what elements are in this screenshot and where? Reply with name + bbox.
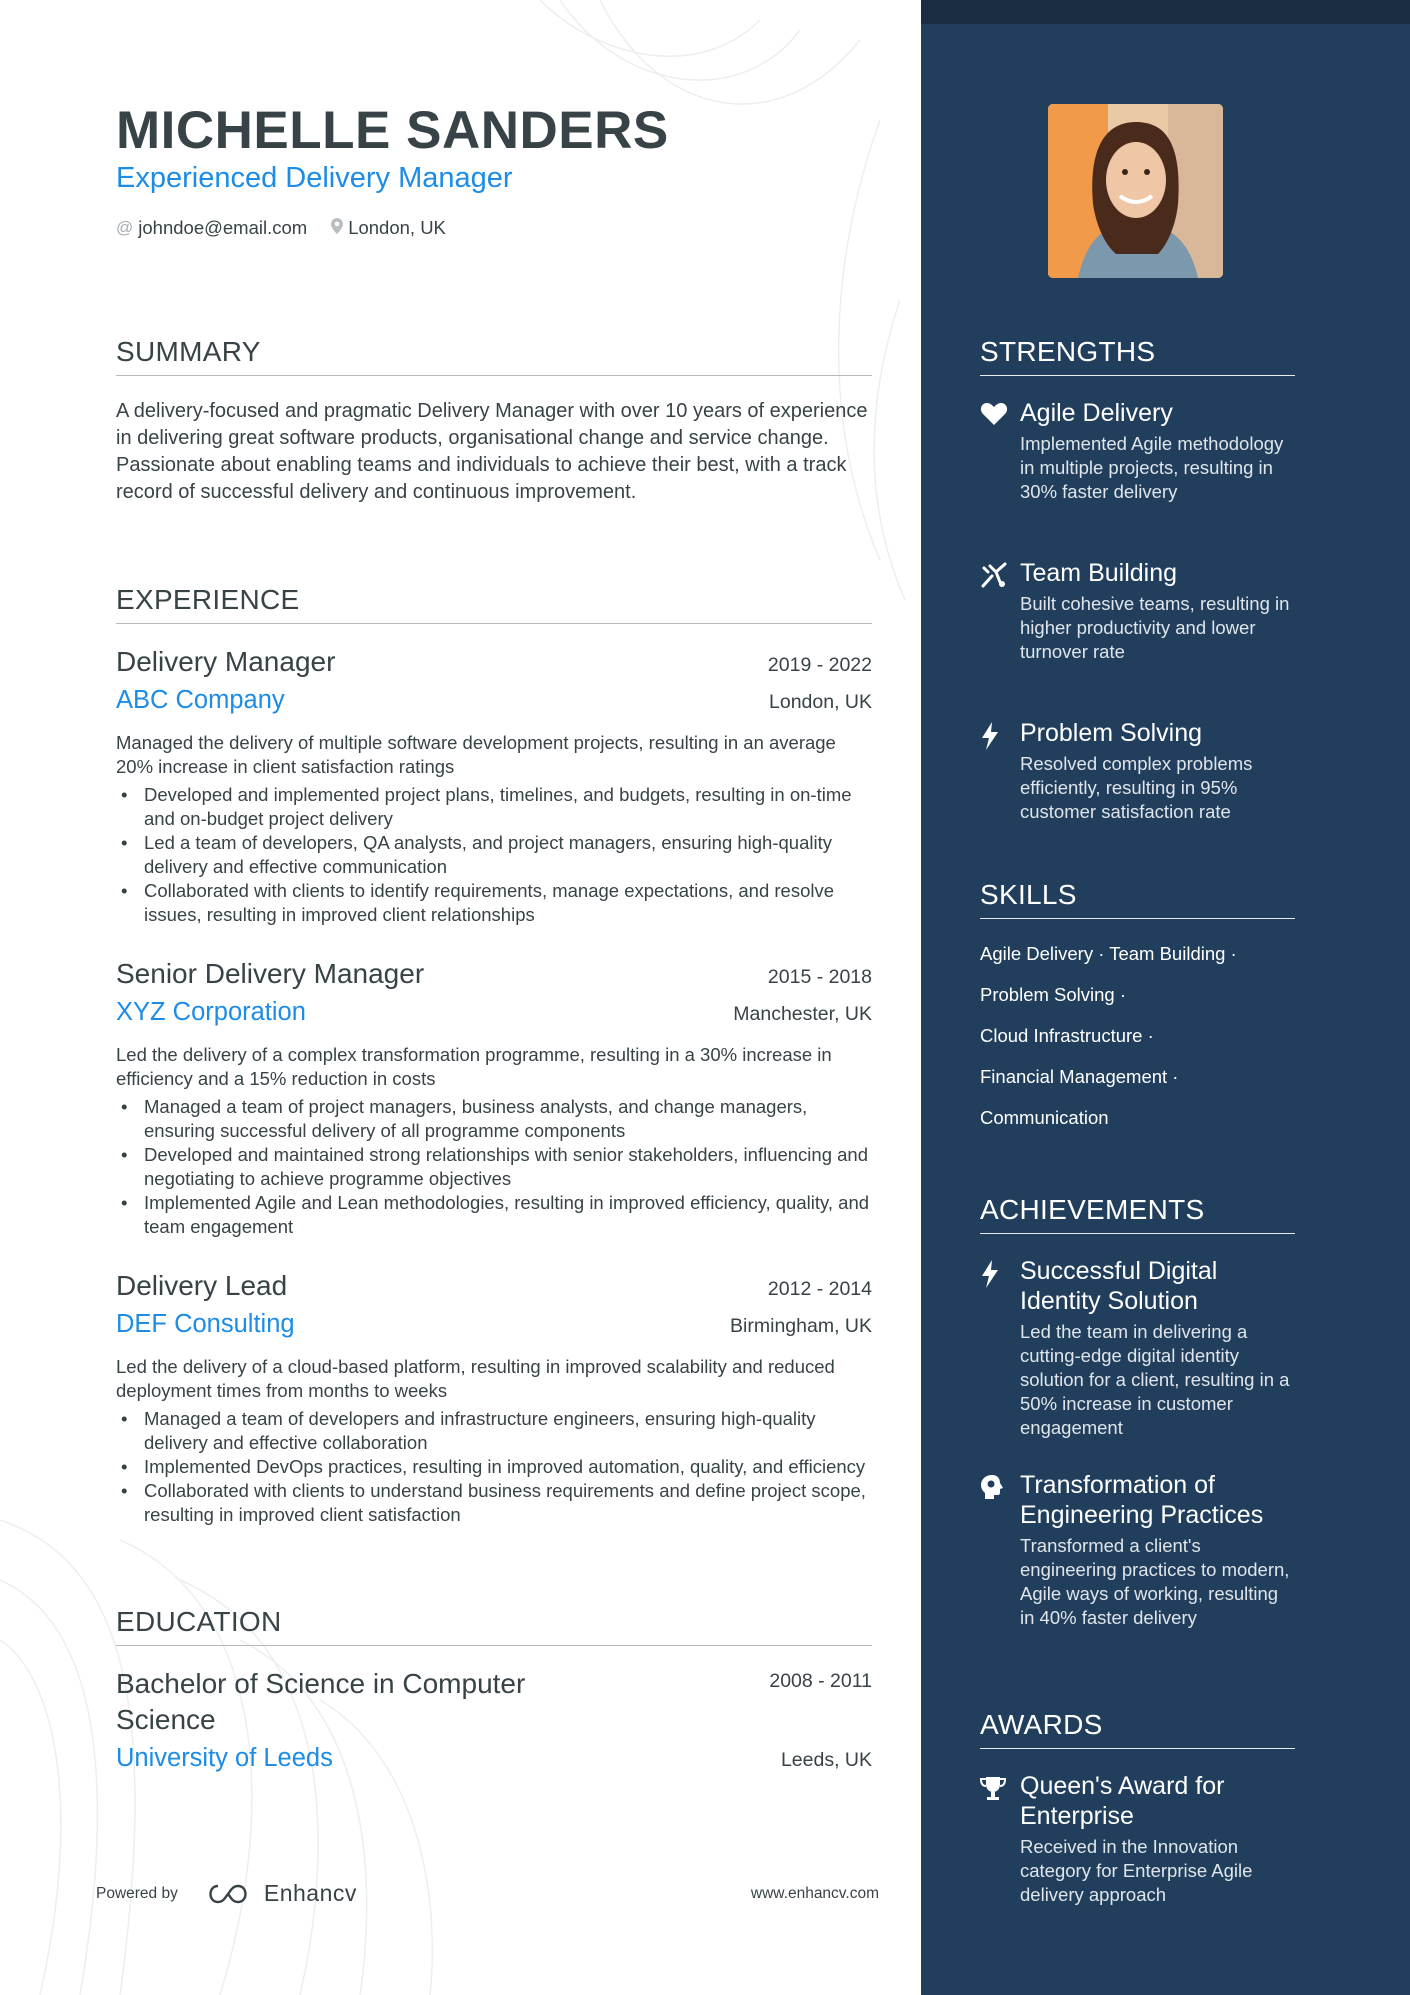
list-item: • Developed and maintained strong relationships with senior stakeholders, influencing and negotiating to achieve programme objectives bbox=[121, 1144, 869, 1189]
strength-title: Problem Solving bbox=[1020, 719, 1203, 747]
skills-list: Agile Delivery · Team Building · Problem Solving · Cloud Infrastructure · Financial Management · Communication bbox=[980, 943, 1237, 1128]
education-location: Leeds, UK bbox=[780, 1749, 872, 1771]
job-bullets bbox=[116, 1407, 872, 1527]
enhancv-logo-icon bbox=[204, 1882, 252, 1906]
award-item bbox=[980, 1771, 1295, 1907]
summary-heading: SUMMARY bbox=[116, 336, 872, 376]
achievements-heading: ACHIEVEMENTS bbox=[980, 1194, 1295, 1234]
trophy-icon bbox=[980, 1771, 1020, 1907]
achievement-text: Led the team in delivering a cutting-edge digital identity solution for a client, resulting in a 50% increase in customer engagement bbox=[1020, 1321, 1290, 1438]
achievements-list bbox=[980, 1256, 1295, 1630]
skill-tag: Agile Delivery bbox=[980, 943, 1094, 964]
strength-title: Agile Delivery bbox=[1020, 399, 1173, 427]
experience-entry bbox=[116, 1270, 872, 1527]
location-pin-icon bbox=[331, 218, 343, 239]
experience-entry bbox=[116, 646, 872, 927]
footer bbox=[96, 1880, 879, 1907]
strength-item bbox=[980, 718, 1295, 824]
powered-by-label: Powered by bbox=[96, 1884, 178, 1902]
brand-name: Enhancv bbox=[263, 1880, 357, 1906]
candidate-role: Experienced Delivery Manager bbox=[116, 162, 513, 194]
summary-text: A delivery-focused and pragmatic Delivery Manager with over 10 years of experience in delivering great software products, organisational change and service change. Passionate about enabling teams and individuals to achieve their best, with a track record of successful delivery and continuous improvement. bbox=[116, 400, 868, 503]
strengths-list bbox=[980, 398, 1295, 824]
heart-icon bbox=[980, 398, 1020, 558]
list-item: • Implemented Agile and Lean methodologies, resulting in improved efficiency, quality, and team engagement bbox=[121, 1192, 870, 1237]
candidate-name: MICHELLE SANDERS bbox=[116, 101, 669, 160]
degree-title: Bachelor of Science in Computer Science bbox=[116, 1668, 526, 1735]
strength-item bbox=[980, 398, 1295, 558]
company-name[interactable]: ABC Company bbox=[116, 686, 285, 714]
job-location: Birmingham, UK bbox=[730, 1315, 872, 1337]
powered-by bbox=[96, 1880, 357, 1907]
list-item: • Managed a team of developers and infrastructure engineers, ensuring high-quality delivery and effective collaboration bbox=[121, 1408, 816, 1453]
job-dates: 2012 - 2014 bbox=[767, 1278, 872, 1300]
strength-text: Implemented Agile methodology in multiple projects, resulting in 30% faster delivery bbox=[1020, 433, 1284, 502]
job-bullets bbox=[116, 1095, 872, 1239]
profile-photo bbox=[1048, 104, 1223, 278]
achievement-item bbox=[980, 1256, 1295, 1470]
list-item: • Collaborated with clients to understand business requirements and define project scope, resulting in improved client satisfaction bbox=[121, 1480, 866, 1525]
skill-tag: Cloud Infrastructure bbox=[980, 1025, 1143, 1046]
website-link[interactable]: www.enhancv.com bbox=[750, 1884, 879, 1902]
skill-tag: Financial Management bbox=[980, 1066, 1168, 1087]
team-icon bbox=[980, 558, 1020, 718]
strength-text: Resolved complex problems efficiently, resulting in 95% customer satisfaction rate bbox=[1020, 753, 1253, 822]
award-text: Received in the Innovation category for Enterprise Agile delivery approach bbox=[1020, 1836, 1253, 1905]
strength-text: Built cohesive teams, resulting in higher productivity and lower turnover rate bbox=[1020, 593, 1290, 662]
list-item: • Collaborated with clients to identify requirements, manage expectations, and resolve issues, resulting in improved client relationships bbox=[121, 880, 835, 925]
skills-heading: SKILLS bbox=[980, 879, 1295, 919]
job-title: Delivery Manager bbox=[116, 646, 336, 677]
experience-entry bbox=[116, 958, 872, 1239]
brain-head-icon bbox=[980, 1470, 1020, 1630]
contact-location: London, UK bbox=[348, 217, 446, 238]
list-item: • Led a team of developers, QA analysts, and project managers, ensuring high-quality delivery and effective communication bbox=[121, 832, 832, 877]
company-name[interactable]: XYZ Corporation bbox=[116, 998, 306, 1026]
job-location: Manchester, UK bbox=[733, 1003, 872, 1025]
job-dates: 2015 - 2018 bbox=[767, 966, 872, 988]
education-heading: EDUCATION bbox=[116, 1606, 872, 1646]
sidebar-top-bar bbox=[921, 0, 1410, 24]
bolt-icon bbox=[980, 1256, 1020, 1470]
bolt-icon bbox=[980, 718, 1020, 824]
sidebar bbox=[921, 0, 1410, 1995]
job-bullets bbox=[116, 783, 872, 927]
job-dates: 2019 - 2022 bbox=[767, 654, 872, 676]
list-item: • Developed and implemented project plans, timelines, and budgets, resulting in on-time and on-budget project delivery bbox=[121, 784, 852, 829]
at-icon: @ bbox=[116, 218, 134, 237]
strengths-heading: STRENGTHS bbox=[980, 336, 1295, 376]
company-name[interactable]: DEF Consulting bbox=[116, 1310, 295, 1338]
strength-item bbox=[980, 558, 1295, 718]
award-title: Queen's Award for Enterprise bbox=[1020, 1772, 1225, 1830]
profile-photo-image bbox=[1048, 104, 1223, 278]
job-title: Delivery Lead bbox=[116, 1270, 288, 1301]
awards-list bbox=[980, 1771, 1295, 1907]
job-description: Led the delivery of a complex transformation programme, resulting in a 30% increase in efficiency and a 15% reduction in costs bbox=[116, 1044, 832, 1089]
list-item: • Managed a team of project managers, business analysts, and change managers, ensuring successful delivery of all programme components bbox=[121, 1096, 808, 1141]
job-description: Led the delivery of a cloud-based platform, resulting in improved scalability and reduced deployment times from months to weeks bbox=[116, 1356, 835, 1401]
awards-heading: AWARDS bbox=[980, 1709, 1295, 1749]
school-name[interactable]: University of Leeds bbox=[116, 1744, 333, 1772]
education-entry bbox=[116, 1666, 872, 1773]
job-description: Managed the delivery of multiple software development projects, resulting in an average 20% increase in client satisfaction ratings bbox=[116, 732, 836, 777]
contact-line bbox=[116, 217, 446, 239]
skill-tag: Team Building bbox=[1109, 943, 1226, 964]
experience-heading: EXPERIENCE bbox=[116, 584, 872, 624]
achievement-title: Successful Digital Identity Solution bbox=[1020, 1257, 1218, 1315]
contact-email[interactable]: johndoe@email.com bbox=[138, 217, 308, 238]
skill-tag: Communication bbox=[980, 1107, 1109, 1128]
achievement-item bbox=[980, 1470, 1295, 1630]
achievement-title: Transformation of Engineering Practices bbox=[1020, 1471, 1264, 1529]
enhancv-logo[interactable] bbox=[204, 1880, 357, 1907]
strength-title: Team Building bbox=[1020, 559, 1178, 587]
skill-tag: Problem Solving bbox=[980, 984, 1115, 1005]
job-location: London, UK bbox=[769, 691, 872, 713]
achievement-text: Transformed a client's engineering practices to modern, Agile ways of working, resulting in 40% faster delivery bbox=[1020, 1535, 1290, 1628]
job-title: Senior Delivery Manager bbox=[116, 958, 425, 989]
education-dates: 2008 - 2011 bbox=[769, 1670, 872, 1692]
list-item: • Implemented DevOps practices, resulting in improved automation, quality, and efficiency bbox=[121, 1456, 866, 1477]
